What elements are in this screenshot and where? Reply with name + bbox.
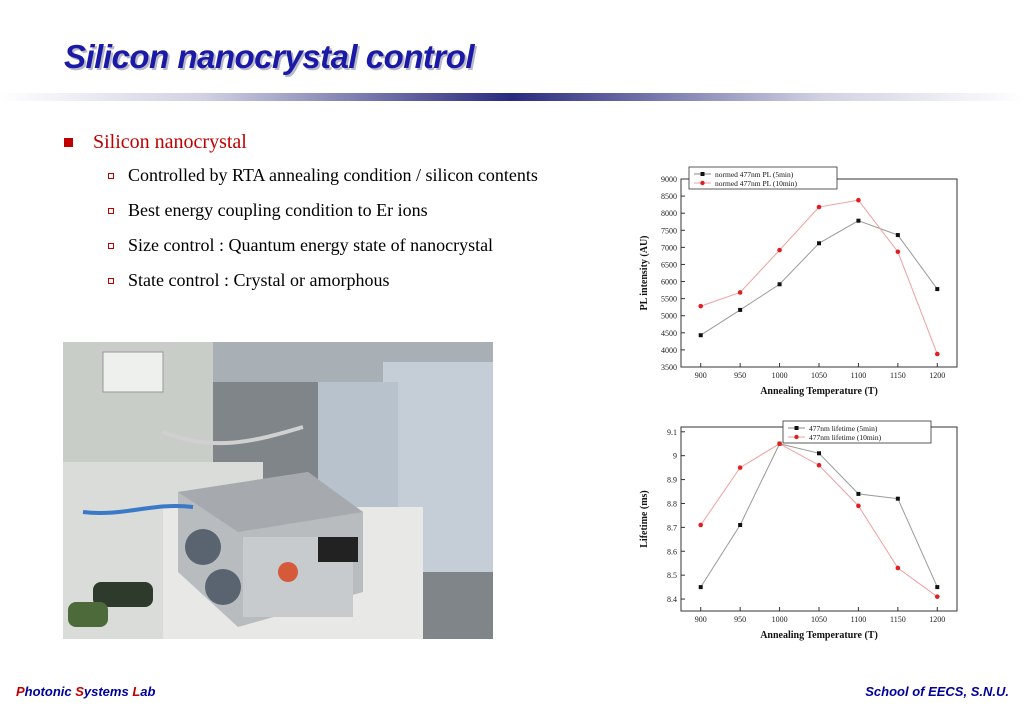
lifetime-chart (635, 405, 965, 653)
x-tick-label: 950 (734, 371, 747, 380)
data-point-circle (935, 352, 940, 357)
main-bullet (64, 131, 247, 154)
x-tick-label: 1150 (890, 615, 906, 624)
legend-label: 477nm lifetime (5min) (809, 424, 878, 433)
data-point-circle (817, 205, 822, 210)
data-point-square (856, 492, 860, 496)
y-tick-label: 8.9 (667, 475, 677, 485)
x-tick-label: 900 (694, 615, 707, 624)
data-point-circle (856, 198, 861, 203)
x-tick-label: 1150 (890, 371, 906, 380)
y-tick-label: 5500 (661, 294, 677, 304)
data-point-square (699, 333, 703, 337)
legend-marker-square (701, 172, 705, 176)
y-tick-label: 5000 (661, 311, 677, 321)
data-point-square (896, 497, 900, 501)
series-line (701, 200, 938, 354)
y-tick-label: 9.1 (667, 427, 677, 437)
x-tick-label: 1000 (771, 371, 788, 380)
slide-title: Silicon nanocrystal control (64, 38, 475, 75)
data-point-circle (935, 594, 940, 599)
x-tick-label: 1200 (929, 615, 946, 624)
pl-intensity-plot (635, 160, 965, 400)
sub-bullet-text: Size control : Quantum energy state of nanocrystal (128, 235, 494, 255)
data-point-square (935, 585, 939, 589)
data-point-circle (777, 248, 782, 253)
data-point-circle (896, 250, 901, 255)
y-tick-label: 9000 (661, 175, 677, 184)
square-bullet-icon (64, 138, 73, 147)
y-tick-label: 8.6 (667, 547, 677, 557)
rta-equipment-photo (63, 342, 493, 639)
y-tick-label: 4000 (661, 345, 677, 355)
x-tick-label: 1100 (850, 615, 867, 624)
sub-bullet (108, 235, 628, 256)
series-line (701, 221, 938, 336)
lifetime-plot (635, 405, 965, 653)
sub-bullet-text: Best energy coupling condition to Er ions (128, 200, 428, 220)
x-axis-label: Annealing Temperature (T) (760, 386, 878, 397)
y-tick-label: 4500 (661, 328, 677, 338)
y-tick-label: 9 (673, 451, 677, 461)
x-tick-label: 900 (694, 371, 707, 380)
legend-label: normed 477nm PL (10min) (715, 179, 798, 188)
sub-bullet (108, 200, 628, 221)
data-point-circle (777, 441, 782, 446)
legend-label: normed 477nm PL (5min) (715, 170, 794, 179)
data-point-square (935, 287, 939, 291)
y-tick-label: 8.5 (667, 571, 677, 581)
main-bullet-text: Silicon nanocrystal (93, 131, 247, 153)
data-point-circle (817, 463, 822, 468)
hollow-square-bullet-icon (108, 208, 114, 214)
pl-intensity-chart (635, 160, 965, 400)
data-point-square (699, 585, 703, 589)
y-tick-label: 8.4 (667, 595, 677, 605)
title-divider (0, 93, 1023, 101)
y-tick-label: 8000 (661, 209, 677, 219)
legend-marker-circle (700, 181, 704, 185)
data-point-circle (856, 504, 861, 509)
y-axis-label: Lifetime (ms) (639, 490, 650, 548)
data-point-square (778, 282, 782, 286)
y-tick-label: 8500 (661, 192, 677, 202)
x-tick-label: 1050 (811, 615, 827, 624)
legend-marker-square (795, 426, 799, 430)
sub-bullet-text: State control : Crystal or amorphous (128, 270, 390, 290)
hollow-square-bullet-icon (108, 243, 114, 249)
y-tick-label: 6000 (661, 277, 677, 287)
footer-school-name: School of EECS, S.N.U. (865, 684, 1009, 699)
y-tick-label: 8.8 (667, 499, 677, 509)
y-tick-label: 6500 (661, 260, 677, 270)
data-point-circle (698, 523, 703, 528)
legend-label: 477nm lifetime (10min) (809, 433, 882, 442)
y-tick-label: 3500 (661, 363, 677, 372)
y-tick-label: 7500 (661, 226, 677, 236)
sub-bullet (108, 270, 628, 291)
data-point-square (817, 241, 821, 245)
x-tick-label: 950 (734, 615, 747, 624)
x-tick-label: 1000 (771, 615, 788, 624)
legend-marker-circle (794, 435, 798, 439)
x-tick-label: 1100 (850, 371, 867, 380)
y-tick-label: 7000 (661, 243, 677, 253)
hollow-square-bullet-icon (108, 173, 114, 179)
x-tick-label: 1200 (929, 371, 946, 380)
data-point-circle (738, 290, 743, 295)
x-axis-label: Annealing Temperature (T) (760, 630, 878, 641)
data-point-square (856, 219, 860, 223)
data-point-square (896, 233, 900, 237)
data-point-square (738, 523, 742, 527)
data-point-circle (896, 566, 901, 571)
sub-bullet (108, 165, 628, 186)
sub-bullet-text: Controlled by RTA annealing condition / silicon contents (128, 165, 538, 185)
data-point-square (817, 451, 821, 455)
data-point-circle (738, 465, 743, 470)
hollow-square-bullet-icon (108, 278, 114, 284)
footer-lab-name: Photonic Systems Lab (16, 684, 156, 699)
y-tick-label: 8.7 (667, 523, 677, 533)
data-point-square (738, 308, 742, 312)
data-point-circle (698, 304, 703, 309)
y-axis-label: PL intensity (AU) (639, 235, 650, 311)
x-tick-label: 1050 (811, 371, 827, 380)
